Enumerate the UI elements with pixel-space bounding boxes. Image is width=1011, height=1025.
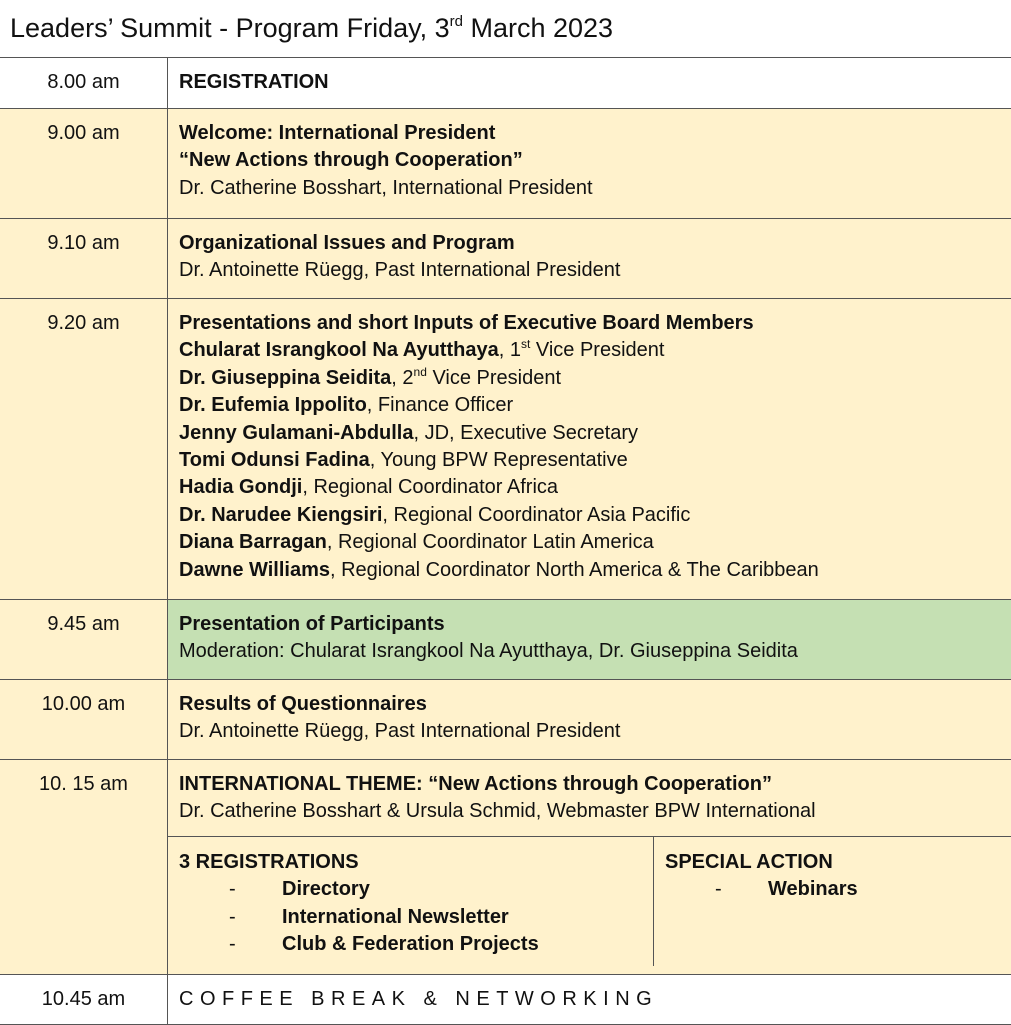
board-member: Diana Barragan, Regional Coordinator Latin America [179,529,1003,556]
list-item: - Webinars [665,876,1011,903]
time-cell: 10.00 am [0,680,168,760]
time-cell: 9.20 am [0,299,168,600]
time-cell: 10. 15 am [0,760,168,975]
session-speaker: Dr. Catherine Bosshart, International President [179,175,1003,202]
list-item: - Club & Federation Projects [179,931,653,958]
session-title: Welcome: International President [179,120,1003,147]
program-table [0,57,1011,1025]
session-title: Presentation of Participants [179,611,1003,638]
session-speaker: Dr. Antoinette Rüegg, Past International President [179,718,1003,745]
board-member: Jenny Gulamani-Abdulla, JD, Executive Secretary [179,420,1003,447]
session-speaker: Dr. Catherine Bosshart & Ursula Schmid, Webmaster BPW International [179,798,1003,825]
board-member: Chularat Israngkool Na Ayutthaya, 1st Vice President [179,337,1003,364]
session-cell [168,975,1011,1025]
session-cell [168,219,1011,299]
time-cell: 9.10 am [0,219,168,299]
session-title: REGISTRATION [179,69,1003,96]
special-action-heading: SPECIAL ACTION [665,849,1011,876]
session-cell [168,299,1011,600]
registrations-heading: 3 REGISTRATIONS [179,849,653,876]
board-member: Dr. Eufemia Ippolito, Finance Officer [179,392,1003,419]
session-title: COFFEE BREAK & NETWORKING [179,986,1003,1013]
session-cell [168,58,1011,109]
board-member: Dr. Giuseppina Seidita, 2nd Vice President [179,365,1003,392]
session-title: Organizational Issues and Program [179,230,1003,257]
board-member: Dawne Williams, Regional Coordinator North America & The Caribbean [179,557,1003,584]
list-item: - Directory [179,876,653,903]
session-speaker: Moderation: Chularat Israngkool Na Ayutthaya, Dr. Giuseppina Seidita [179,638,1003,665]
session-cell [168,600,1011,680]
time-cell: 8.00 am [0,58,168,109]
time-cell: 9.45 am [0,600,168,680]
session-subtitle: “New Actions through Cooperation” [179,147,1003,174]
session-title: Presentations and short Inputs of Executive Board Members [179,310,1003,337]
board-member: Tomi Odunsi Fadina, Young BPW Representative [179,447,1003,474]
list-item: - International Newsletter [179,904,653,931]
program-row [0,58,1011,109]
theme-subsections [168,836,1011,967]
program-row [0,219,1011,299]
session-cell [168,760,1011,975]
board-member: Hadia Gondji, Regional Coordinator Africa [179,474,1003,501]
session-cell [168,680,1011,760]
board-member: Dr. Narudee Kiengsiri, Regional Coordinator Asia Pacific [179,502,1003,529]
program-row [0,680,1011,760]
program-row [0,975,1011,1025]
program-row [0,109,1011,219]
program-row [0,299,1011,600]
page-title: Leaders’ Summit - Program Friday, 3rd March 2023 [10,10,613,46]
special-action-section [654,837,1011,967]
registrations-section [168,837,654,967]
session-cell [168,109,1011,219]
time-cell: 9.00 am [0,109,168,219]
program-row [0,760,1011,975]
session-title: Results of Questionnaires [179,691,1003,718]
session-speaker: Dr. Antoinette Rüegg, Past International President [179,257,1003,284]
session-title: INTERNATIONAL THEME: “New Actions through Cooperation” [179,771,1003,798]
time-cell: 10.45 am [0,975,168,1025]
program-row [0,600,1011,680]
